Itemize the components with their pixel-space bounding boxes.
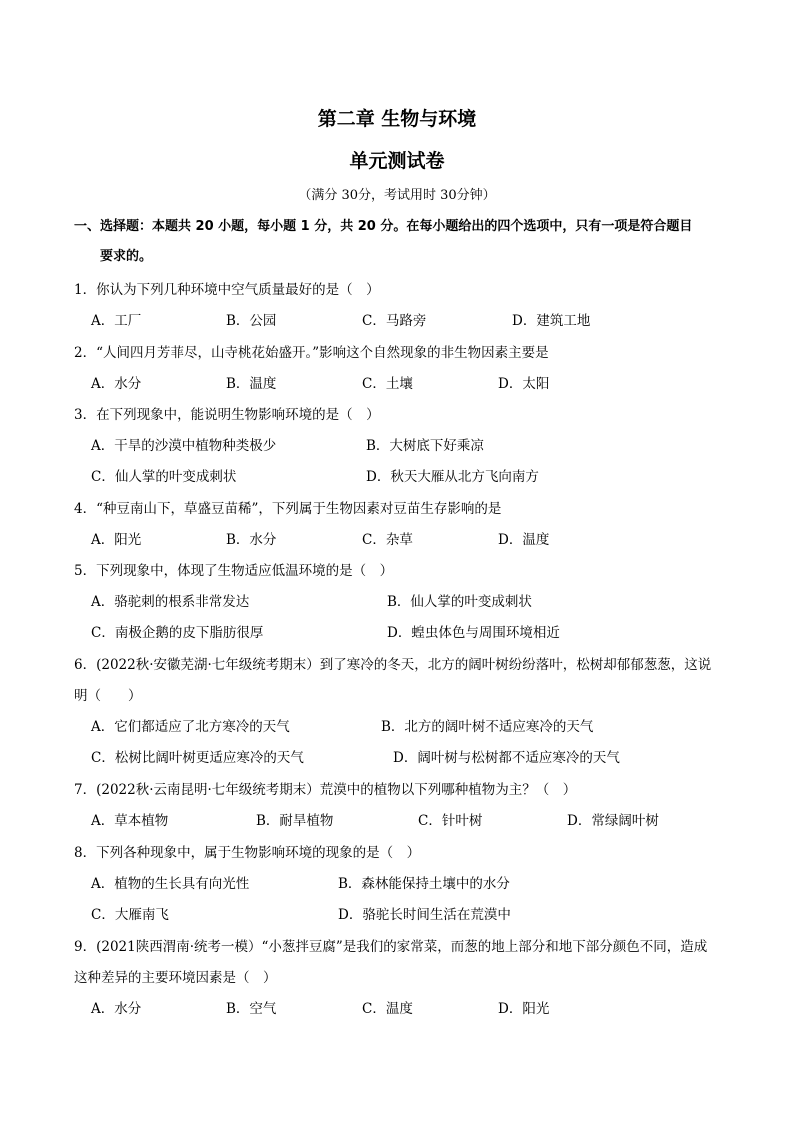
question-stem: 4．“种豆南山下，草盛豆苗稀”，下列属于生物因素对豆苗生存影响的是 <box>74 501 502 517</box>
question-stem: 9．(2021陕西渭南·统考一模）“小葱拌豆腐”是我们的家常菜，而葱的地上部分和地下部分颜色不同，造成 <box>74 939 708 955</box>
option: C．大雁南飞 <box>91 907 169 923</box>
option: D．阳光 <box>498 1001 550 1017</box>
option: D．骆驼长时间生活在荒漠中 <box>338 907 511 923</box>
option: A．植物的生长具有向光性 <box>91 876 250 892</box>
option: A．骆驼刺的根系非常发达 <box>91 594 250 610</box>
option: B．森林能保持土壤中的水分 <box>338 876 510 892</box>
option: B．仙人掌的叶变成刺状 <box>387 594 532 610</box>
exam-meta: （满分 30分，考试用时 30分钟） <box>298 188 496 203</box>
page-title: 第二章 生物与环境 <box>317 108 477 130</box>
option: C．温度 <box>362 1001 413 1017</box>
option: A．阳光 <box>91 532 142 548</box>
question-stem: 6．(2022秋·安徽芜湖·七年级统考期末）到了寒冷的冬天，北方的阔叶树纷纷落叶，松树却郁郁葱葱，这说 <box>74 657 712 673</box>
option: B．公园 <box>226 313 277 329</box>
option: B．水分 <box>226 532 277 548</box>
option: A．水分 <box>91 376 142 392</box>
option: D．建筑工地 <box>512 313 591 329</box>
option: D．太阳 <box>498 376 550 392</box>
option: B．大树底下好乘凉 <box>366 438 484 454</box>
option: C．南极企鹅的皮下脂肪很厚 <box>91 625 264 641</box>
question-stem: 5．下列现象中，体现了生物适应低温环境的是（ ） <box>74 563 394 579</box>
option: B．温度 <box>226 376 277 392</box>
section-heading: 一、选择题：本题共 20 小题，每小题 1 分，共 20 分。在每小题给出的四个选项中，只有一项是符合题目 <box>74 219 693 234</box>
option: D．蝗虫体色与周围环境相近 <box>387 625 560 641</box>
option: C．土壤 <box>362 376 413 392</box>
question-stem-cont: 明（ ） <box>74 688 142 704</box>
option: D．常绿阔叶树 <box>567 813 659 829</box>
question-stem: 8．下列各种现象中，属于生物影响环境的现象的是（ ） <box>74 845 421 861</box>
question-stem: 2．“人间四月芳菲尽，山寺桃花始盛开。”影响这个自然现象的非生物因素主要是 <box>74 345 549 361</box>
question-stem-cont: 这种差异的主要环境因素是（ ） <box>74 970 277 986</box>
option: A．工厂 <box>91 313 142 329</box>
option: C．仙人掌的叶变成刺状 <box>91 469 237 485</box>
option: A．水分 <box>91 1001 142 1017</box>
option: D．温度 <box>498 532 550 548</box>
question-stem: 7．(2022秋·云南昆明·七年级统考期末）荒漠中的植物以下列哪种植物为主？（ ） <box>74 782 577 798</box>
option: A．干旱的沙漠中植物种类极少 <box>91 438 277 454</box>
option: D．阔叶树与松树都不适应寒冷的天气 <box>393 750 620 766</box>
question-stem: 1．你认为下列几种环境中空气质量最好的是（ ） <box>74 282 380 298</box>
option: C．马路旁 <box>362 313 427 329</box>
option: A．它们都适应了北方寒冷的天气 <box>91 719 290 735</box>
page-subtitle: 单元测试卷 <box>349 150 445 172</box>
option: C．针叶树 <box>418 813 483 829</box>
option: A．草本植物 <box>91 813 169 829</box>
option: C．杂草 <box>362 532 413 548</box>
option: D．秋天大雁从北方飞向南方 <box>366 469 539 485</box>
option: C．松树比阔叶树更适应寒冷的天气 <box>91 750 304 766</box>
section-heading-cont: 要求的。 <box>100 249 153 264</box>
option: B．北方的阔叶树不适应寒冷的天气 <box>381 719 594 735</box>
option: B．耐旱植物 <box>256 813 334 829</box>
question-stem: 3．在下列现象中，能说明生物影响环境的是（ ） <box>74 407 380 423</box>
option: B．空气 <box>226 1001 277 1017</box>
